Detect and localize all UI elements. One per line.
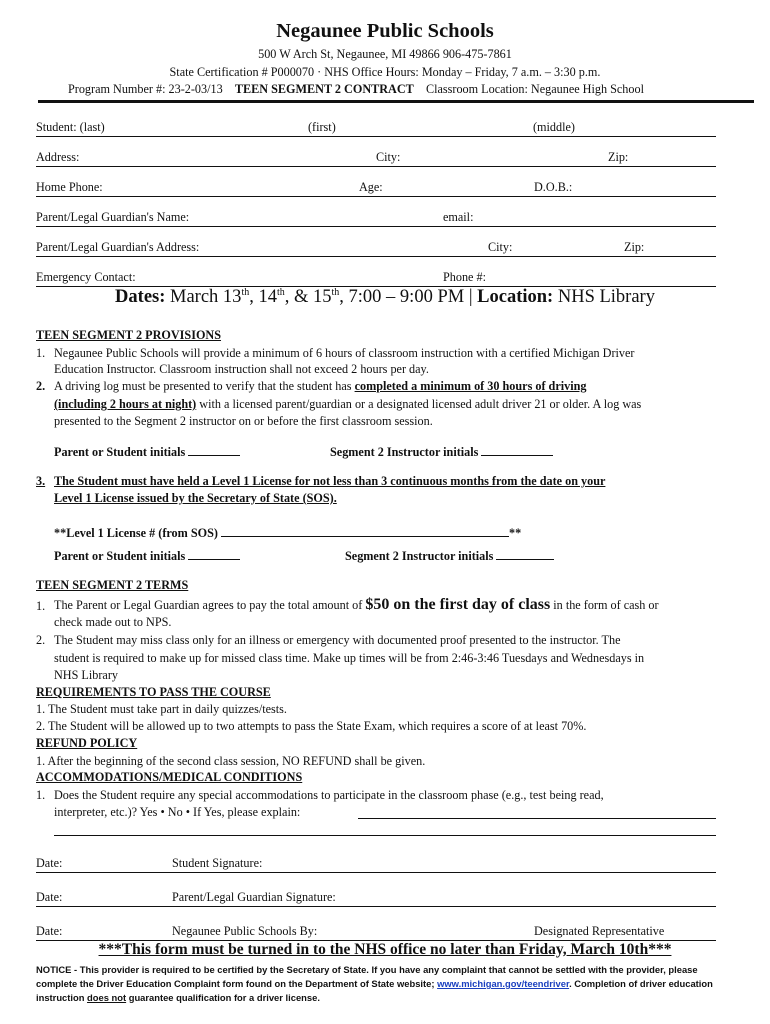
- emergency-contact-field[interactable]: [36, 270, 716, 287]
- guardian-signature-row[interactable]: [36, 890, 716, 907]
- license-number-row: [54, 525, 521, 541]
- date-3-suffix: th: [331, 287, 340, 298]
- provision-3-number: 3.: [36, 474, 46, 488]
- provision-2-text-a: A driving log must be presented to verify that the student has: [54, 379, 355, 393]
- initials-row-1-instructor: [330, 444, 553, 460]
- city2-label: City:: [488, 240, 513, 254]
- date-label-1: Date:: [36, 856, 63, 870]
- page-title: Negaunee Public Schools: [276, 20, 494, 42]
- initials-row-2-instructor: [345, 548, 554, 564]
- guardian-address-field[interactable]: [36, 240, 716, 257]
- parent-initials-label: Parent or Student initials: [54, 445, 186, 459]
- student-first-label: (first): [308, 120, 336, 134]
- class-time: , 7:00 – 9:00 PM |: [339, 287, 478, 308]
- date-label-2: Date:: [36, 890, 63, 904]
- instructor-initials-input[interactable]: [481, 444, 553, 456]
- term-2-number: 2.: [36, 633, 46, 647]
- license-number-end: **: [509, 526, 522, 540]
- term-1-text-b: in the form of cash or: [550, 598, 659, 612]
- home-phone-label: Home Phone:: [36, 180, 103, 194]
- date-3: , & 15: [284, 287, 332, 308]
- location-label: Location:: [477, 287, 554, 308]
- nps-signature-row[interactable]: [36, 924, 716, 941]
- parent-initials-input-2[interactable]: [188, 548, 240, 560]
- phone-label: Phone #:: [443, 270, 486, 284]
- term-2-line-b: student is required to make up for missed class time. Make up times will be from 2:46-3:46 Tuesdays and Wednesdays in: [54, 651, 645, 665]
- student-signature-label: Student Signature:: [172, 856, 263, 870]
- program-line: [68, 82, 644, 97]
- provision-2-bold-a: completed a minimum of 30 hours of driving: [354, 379, 587, 393]
- date-2-suffix: th: [276, 287, 285, 298]
- guardian-signature-label: Parent/Legal Guardian Signature:: [172, 890, 336, 904]
- license-number-input[interactable]: [221, 525, 509, 537]
- age-label: Age:: [359, 180, 383, 194]
- provision-3-line-a: The Student must have held a Level 1 License for not less than 3 continuous months from the date on your: [54, 474, 606, 488]
- date-1-suffix: th: [241, 287, 250, 298]
- provision-1-line-b: Education Instructor. Classroom instruction shall not exceed 2 hours per day.: [54, 362, 429, 376]
- refund-heading: REFUND POLICY: [36, 736, 138, 750]
- provision-2-line-c: presented to the Segment 2 instructor on or before the first classroom session.: [54, 414, 433, 428]
- provisions-heading: TEEN SEGMENT 2 PROVISIONS: [36, 328, 222, 342]
- location-value: NHS Library: [553, 287, 655, 308]
- date-1: March 13: [165, 287, 242, 308]
- nps-by-label: Negaunee Public Schools By:: [172, 924, 318, 938]
- email-label: email:: [443, 210, 474, 224]
- term-1-amount: $50 on the first day of class: [365, 596, 551, 613]
- address-label: Address:: [36, 150, 80, 164]
- date-2: , 14: [249, 287, 277, 308]
- zip2-label: Zip:: [624, 240, 645, 254]
- school-address: 500 W Arch St, Negaunee, MI 49866 906-475-7861: [258, 47, 512, 61]
- parent-initials-label-2: Parent or Student initials: [54, 549, 186, 563]
- dates-label: Dates:: [115, 287, 166, 308]
- notice-part-a: NOTICE - This provider is required to be certified by the Secretary of State. If you have any complaint that cannot be settled with the provider, please complete the Driver Education Complaint form found on the Department of State website;: [36, 964, 698, 989]
- provision-2-text-b: with a licensed parent/guardian or a designated licensed adult driver 21 or older. A log was: [196, 397, 642, 411]
- date-label-3: Date:: [36, 924, 63, 938]
- guardian-name-field[interactable]: [36, 210, 716, 227]
- refund-1: 1. After the beginning of the second class session, NO REFUND shall be given.: [36, 754, 426, 768]
- student-middle-label: (middle): [533, 120, 575, 134]
- instructor-initials-label: Segment 2 Instructor initials: [330, 445, 479, 459]
- student-signature-row[interactable]: [36, 856, 716, 873]
- initials-row-2-parent: [54, 548, 240, 564]
- term-1-text-a: The Parent or Legal Guardian agrees to pay the total amount of: [54, 598, 366, 612]
- guardian-address-label: Parent/Legal Guardian's Address:: [36, 240, 200, 254]
- explain-input-line-2[interactable]: [54, 835, 716, 836]
- term-1-number: 1.: [36, 599, 46, 613]
- submission-deadline: ***This form must be turned in to the NHS office no later than Friday, March 10th***: [98, 941, 672, 958]
- program-number: Program Number #: 23-2-03/13: [68, 82, 223, 96]
- term-2-line-c: NHS Library: [54, 668, 118, 682]
- requirement-2: 2. The Student will be allowed up to two attempts to pass the State Exam, which requires a score of at least 70%.: [36, 719, 587, 733]
- requirements-heading: REQUIREMENTS TO PASS THE COURSE: [36, 685, 271, 699]
- phone-age-dob-field[interactable]: [36, 180, 716, 197]
- certification-line: State Certification # P000070 · NHS Office Hours: Monday – Friday, 7 a.m. – 3:30 p.m.: [169, 65, 601, 79]
- teendriver-link[interactable]: www.michigan.gov/teendriver: [437, 978, 570, 989]
- provision-2-number: 2.: [36, 379, 46, 393]
- initials-row-1-parent: [54, 444, 240, 460]
- accommodations-heading: ACCOMMODATIONS/MEDICAL CONDITIONS: [36, 770, 303, 784]
- accommodation-1-line-b: interpreter, etc.)? Yes • No • If Yes, please explain:: [54, 805, 301, 819]
- notice-text: [36, 963, 736, 1005]
- explain-input[interactable]: [358, 818, 716, 819]
- address-field[interactable]: [36, 150, 716, 167]
- instructor-initials-input-2[interactable]: [496, 548, 554, 560]
- provision-1-line-a: Negaunee Public Schools will provide a minimum of 6 hours of classroom instruction with a certified Michigan Driver: [54, 346, 635, 360]
- city-label: City:: [376, 150, 401, 164]
- parent-initials-input[interactable]: [188, 444, 240, 456]
- accommodation-1-line-a: Does the Student require any special accommodations to participate in the classroom phase (e.g., test being read,: [54, 788, 604, 802]
- term-1-line-a: [54, 596, 659, 614]
- term-1-line-c: check made out to NPS.: [54, 615, 172, 629]
- license-number-label: **Level 1 License # (from SOS): [54, 526, 218, 540]
- term-2-line-a: The Student may miss class only for an illness or emergency with documented proof presented to the instructor. The: [54, 633, 621, 647]
- notice-part-c: guarantee qualification for a driver license.: [126, 992, 320, 1003]
- accommodation-1-number: 1.: [36, 788, 46, 802]
- instructor-initials-label-2: Segment 2 Instructor initials: [345, 549, 494, 563]
- student-name-field[interactable]: [36, 120, 716, 137]
- dob-label: D.O.B.:: [534, 180, 573, 194]
- designated-rep-label: Designated Representative: [534, 924, 665, 938]
- guardian-name-label: Parent/Legal Guardian's Name:: [36, 210, 190, 224]
- student-last-label: Student: (last): [36, 120, 105, 134]
- provision-2-line-a: [54, 379, 586, 394]
- provision-2-line-b: [54, 397, 641, 412]
- provision-2-bold-b: (including 2 hours at night): [54, 397, 197, 411]
- classroom-location: Classroom Location: Negaunee High School: [425, 82, 644, 96]
- provision-3-line-b: Level 1 License issued by the Secretary of State (SOS).: [54, 491, 337, 505]
- zip-label: Zip:: [608, 150, 629, 164]
- contract-name: TEEN SEGMENT 2 CONTRACT: [234, 82, 414, 96]
- notice-part-b: . Completion of driver education instruction: [36, 978, 713, 1003]
- emergency-label: Emergency Contact:: [36, 270, 136, 284]
- terms-heading: TEEN SEGMENT 2 TERMS: [36, 578, 189, 592]
- notice-emphasis: does not: [87, 992, 127, 1003]
- requirement-1: 1. The Student must take part in daily quizzes/tests.: [36, 702, 287, 716]
- dates-location-line: [0, 287, 770, 308]
- header-divider: [38, 100, 754, 103]
- provision-1-number: 1.: [36, 346, 46, 360]
